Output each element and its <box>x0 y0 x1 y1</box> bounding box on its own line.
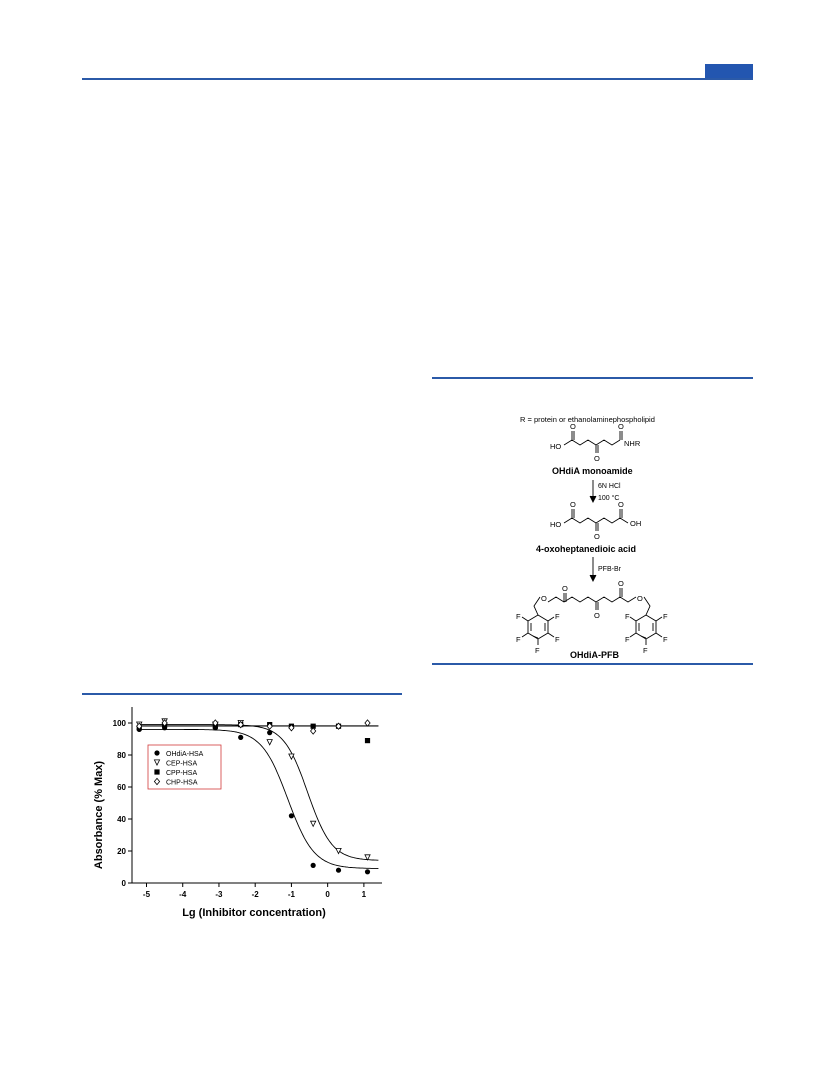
scheme-top-rule <box>432 377 753 379</box>
x-tick-label: -1 <box>287 890 295 899</box>
compound-1-name: OHdiA monoamide <box>552 466 633 476</box>
label-nhr: NHR <box>624 439 641 448</box>
x-tick-label: 1 <box>361 890 367 899</box>
label-o-2c: O <box>594 532 600 541</box>
legend-label-cpp-hsa: CPP-HSA <box>166 770 198 777</box>
data-point-cpp-hsa <box>365 738 370 743</box>
legend-label-cep-hsa: CEP-HSA <box>166 760 198 768</box>
chart-top-rule <box>82 693 402 695</box>
label-f-3: F <box>555 612 560 621</box>
label-f-8: F <box>663 612 668 621</box>
legend-label-chp-hsa: CHP-HSA <box>166 779 198 787</box>
data-point-ohdia-hsa <box>336 868 341 873</box>
y-tick-label: 0 <box>121 879 126 888</box>
label-o-3-ester-left: O <box>541 594 547 603</box>
x-tick-label: 0 <box>325 890 330 899</box>
y-tick-label: 100 <box>112 719 126 728</box>
data-point-cep-hsa <box>336 848 341 853</box>
label-o-1a: O <box>570 422 576 431</box>
step-1-condition: 100 °C <box>598 495 620 502</box>
label-f-5: F <box>535 646 540 655</box>
label-o-2b: O <box>618 500 624 509</box>
label-o-2a: O <box>570 500 576 509</box>
label-ho-1: HO <box>550 442 562 451</box>
chart-legend <box>148 745 221 789</box>
dose-response-chart <box>82 697 402 927</box>
data-point-chp-hsa <box>365 720 370 726</box>
header-rule <box>82 78 753 80</box>
data-point-ohdia-hsa <box>311 863 316 868</box>
x-tick-label: -4 <box>179 890 187 899</box>
x-tick-label: -2 <box>251 890 259 899</box>
label-o-3a: O <box>562 584 568 593</box>
legend-label-ohdia-hsa: OHdiA-HSA <box>166 751 204 758</box>
y-tick-label: 40 <box>117 815 126 824</box>
label-f-10: F <box>643 646 648 655</box>
scheme-bottom-rule <box>432 663 753 665</box>
data-point-cep-hsa <box>267 740 272 745</box>
compound-2-name: 4-oxoheptanedioic acid <box>536 544 637 554</box>
step-1-reagent: 6N HCl <box>598 483 621 490</box>
data-point-ohdia-hsa <box>267 730 272 735</box>
label-o-1b: O <box>618 422 624 431</box>
legend-marker-cpp-hsa <box>154 769 159 774</box>
label-f-4: F <box>555 635 560 644</box>
data-point-chp-hsa <box>311 728 316 734</box>
data-point-cep-hsa <box>311 821 316 826</box>
data-point-ohdia-hsa <box>289 813 294 818</box>
label-f-1: F <box>516 612 521 621</box>
header-tab <box>705 64 753 78</box>
label-f-6: F <box>625 612 630 621</box>
y-tick-label: 20 <box>117 847 126 856</box>
legend-marker-ohdia-hsa <box>154 750 159 755</box>
step-2-reagent: PFB-Br <box>598 566 621 573</box>
x-tick-label: -5 <box>142 890 151 899</box>
label-oh-2: OH <box>630 519 642 528</box>
data-point-ohdia-hsa <box>365 869 370 874</box>
label-o-3b: O <box>618 579 624 588</box>
label-f-9: F <box>663 635 668 644</box>
x-tick-label: -3 <box>215 890 223 899</box>
r-definition: R = protein or ethanolaminephospholipid <box>520 415 655 424</box>
x-axis-label: Lg (Inhibitor concentration) <box>182 907 326 919</box>
reaction-scheme <box>500 412 700 662</box>
label-ho-2: HO <box>550 520 562 529</box>
label-f-2: F <box>516 635 521 644</box>
y-tick-label: 60 <box>117 783 126 792</box>
label-o-3c: O <box>594 611 600 620</box>
y-axis-label: Absorbance (% Max) <box>93 760 105 870</box>
data-point-ohdia-hsa <box>238 735 243 740</box>
label-o-1c: O <box>594 454 600 463</box>
label-o-3-ester-right: O <box>637 594 643 603</box>
compound-3-name: OHdiA-PFB <box>570 650 619 660</box>
label-f-7: F <box>625 635 630 644</box>
y-tick-label: 80 <box>117 751 126 760</box>
